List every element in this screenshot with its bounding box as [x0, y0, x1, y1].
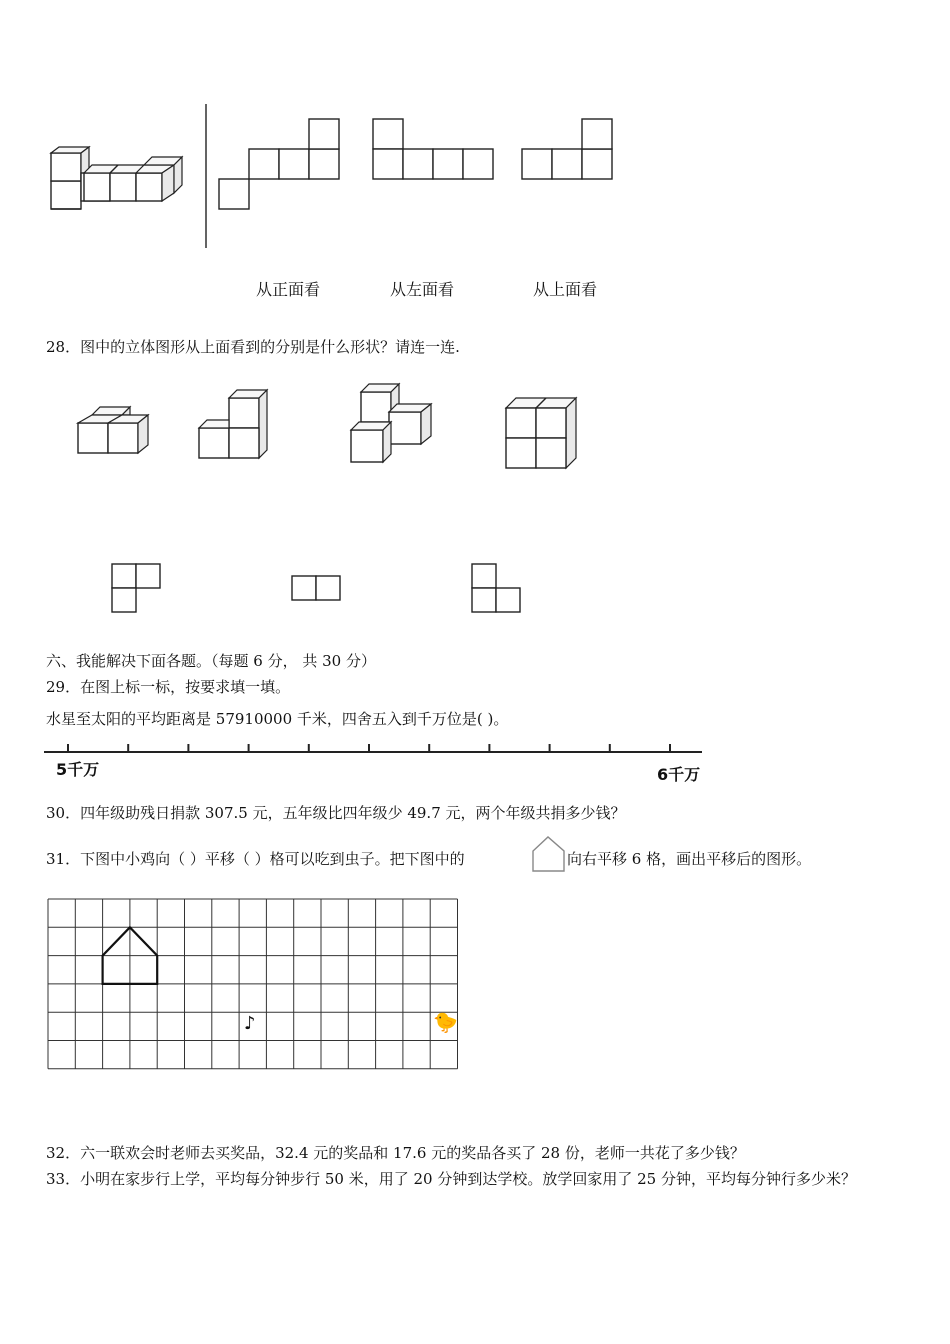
chick-icon: 🐤	[433, 1010, 458, 1034]
question-30: 30．四年级助残日捐款 307.5 元，五年级比四年级少 49.7 元，两个年级共捐多少钱？	[46, 804, 626, 822]
question-32: 32．六一联欢会时老师去买奖品，32.4 元的奖品和 17.6 元的奖品各买了 28 份，老师一共花了多少钱？	[46, 1144, 745, 1162]
question-31-part-b: 向右平移 6 格，画出平移后的图形。	[567, 850, 812, 868]
house-shape-icon	[531, 835, 567, 873]
solid-c	[349, 380, 434, 465]
section-6-title: 六、我能解决下面各题。（每题 6 分， 共 30 分）	[46, 652, 376, 670]
question-28: 28．图中的立体图形从上面看到的分别是什么形状？请连一连.	[46, 338, 460, 356]
question-29-title: 29．在图上标一标，按要求填一填。	[46, 678, 291, 696]
solid-b	[197, 388, 272, 463]
question-31-part-a: 31．下图中小鸡向（ ）平移（ ）格可以吃到虫子。把下图中的	[46, 850, 465, 868]
translation-grid	[46, 897, 462, 1069]
number-line	[44, 740, 704, 760]
question-33: 33．小明在家步行上学，平均每分钟步行 50 米，用了 20 分钟到达学校。放学回家用了 25 分钟，平均每分钟行多少米？	[46, 1170, 856, 1188]
label-top-view: 从上面看	[533, 280, 598, 299]
solid-d	[504, 396, 579, 471]
solid-a	[76, 405, 151, 460]
solid-figure	[48, 145, 188, 215]
top-shape-3	[471, 563, 523, 615]
divider-line	[204, 104, 208, 248]
question-29-text: 水星至太阳的平均距离是 57910000 千米，四舍五入到千万位是( )。	[46, 710, 509, 728]
number-line-right-label: 6千万	[657, 765, 701, 784]
left-view	[372, 118, 497, 183]
front-view	[218, 118, 343, 213]
top-view	[521, 118, 616, 183]
top-shape-2	[291, 575, 343, 603]
label-left-view: 从左面看	[390, 280, 455, 299]
number-line-left-label: 5千万	[56, 760, 100, 779]
label-front-view: 从正面看	[256, 280, 321, 299]
top-shape-1	[111, 563, 163, 615]
worm-icon: ♪	[244, 1013, 256, 1034]
